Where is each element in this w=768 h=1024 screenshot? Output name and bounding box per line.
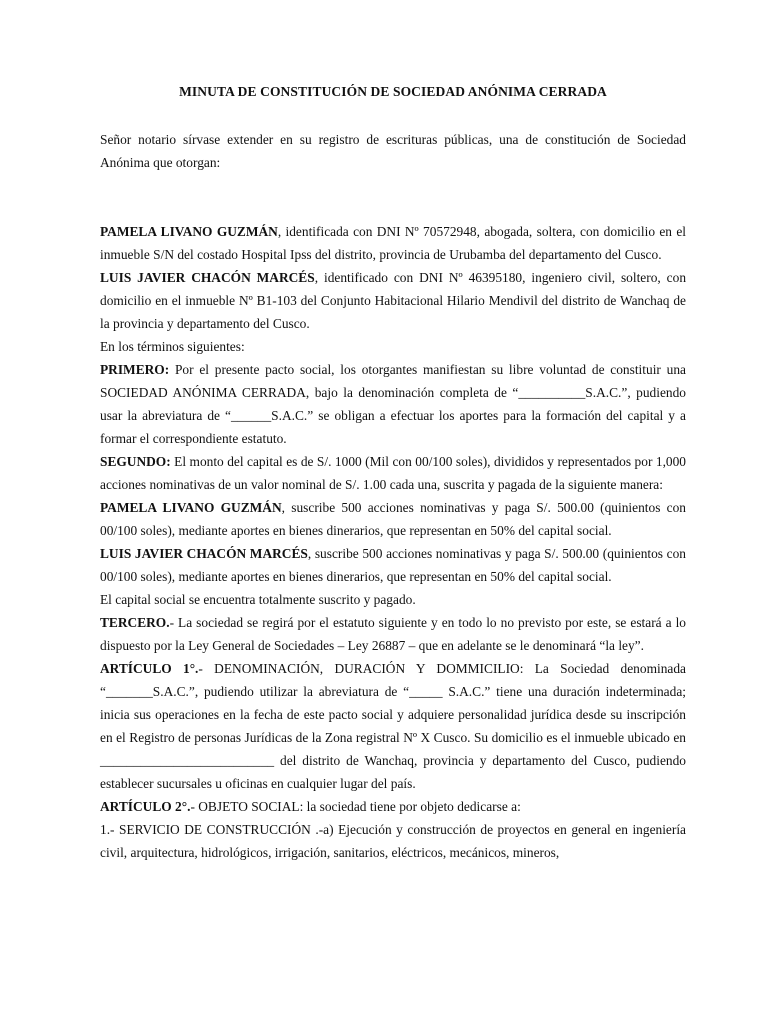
clause-segundo [100, 450, 686, 496]
article-2-text: - OBJETO SOCIAL: la sociedad tiene por objeto dedicarse a: [190, 799, 521, 814]
terms-intro: En los términos siguientes: [100, 339, 245, 354]
party-2-name: LUIS JAVIER CHACÓN MARCÉS [100, 270, 315, 285]
party-1-paragraph [100, 220, 686, 266]
article-2-heading: ARTÍCULO 2°. [100, 799, 191, 814]
subscription-1 [100, 496, 686, 542]
subscription-1-name: PAMELA LIVANO GUZMÁN [100, 500, 282, 515]
party-2-paragraph [100, 266, 686, 335]
clause-segundo-text: El monto del capital es de S/. 1000 (Mil con 00/100 soles), divididos y representados por 1,000 acciones nominativas de un valor nominal de S/. 1.00 cada una, suscrita y pagada de la siguiente manera: [100, 454, 686, 492]
subscription-1-text: , suscribe 500 acciones nominativas y paga S/. 500.00 (quinientos con 00/100 soles), mediante aportes en bienes dinerarios, que representan en 50% del capital social. [100, 500, 686, 538]
article-1-heading: ARTÍCULO 1°. [100, 661, 199, 676]
party-2-details: , identificado con DNI Nº 46395180, ingeniero civil, soltero, con domicilio en el inmueble Nº B1-103 del Conjunto Habitacional Hilario Mendivil del distrito de Wanchaq de la provincia y departamento del Cusco. [100, 270, 687, 331]
service-item-1: 1.- SERVICIO DE CONSTRUCCIÓN .-a) Ejecución y construcción de proyectos en general en ingeniería civil, arquitectura, hidrológicos, irrigación, sanitarios, eléctricos, mecánicos, mineros, [100, 822, 686, 860]
party-1-name: PAMELA LIVANO GUZMÁN [100, 224, 278, 239]
clause-tercero-heading: TERCERO. [100, 615, 170, 630]
clause-tercero [100, 611, 686, 657]
document-title: MINUTA DE CONSTITUCIÓN DE SOCIEDAD ANÓNIMA CERRADA [179, 84, 607, 99]
clause-tercero-text: - La sociedad se regirá por el estatuto siguiente y en todo lo no previsto por este, se estará a lo dispuesto por la Ley General de Sociedades – Ley 26887 – que en adelante se le denominará “la ley”. [100, 615, 686, 653]
party-1-details: , identificada con DNI Nº 70572948, abogada, soltera, con domicilio en el inmueble S/N del costado Hospital Ipss del distrito, provincia de Urubamba del departamento del Cusco. [100, 224, 687, 262]
article-2 [100, 795, 686, 818]
capital-statement: El capital social se encuentra totalmente suscrito y pagado. [100, 592, 416, 607]
subscription-2 [100, 542, 686, 588]
subscription-2-name: LUIS JAVIER CHACÓN MARCÉS [100, 546, 308, 561]
document-body [100, 128, 686, 864]
clause-primero-heading: PRIMERO: [100, 362, 170, 377]
clause-primero [100, 358, 686, 450]
intro-paragraph: Señor notario sírvase extender en su registro de escrituras públicas, una de constitución de Sociedad Anónima que otorgan: [100, 132, 686, 170]
article-1-text: - DENOMINACIÓN, DURACIÓN Y DOMMICILIO: La Sociedad denominada “_______S.A.C.”, pudiendo utilizar la abreviatura de “_____ S.A.C.” tiene una duración indeterminada; inicia sus operaciones en la fecha de este pacto social y adquiere personalidad jurídica desde su inscripción en el Registro de personas Jurídicas de la Zona registral Nº X Cusco. Su domicilio es el inmueble ubicado en __________________________ del distrito de Wanchaq, provincia y departamento del Cusco, pudiendo establecer sucursales u oficinas en cualquier lugar del país. [100, 661, 686, 791]
clause-primero-text: Por el presente pacto social, los otorgantes manifiestan su libre voluntad de constituir una SOCIEDAD ANÓNIMA CERRADA, bajo la denominación completa de “__________S.A.C.”, pudiendo usar la abreviatura de “______S.A.C.” se obligan a efectuar los aportes para la formación del capital y a formar el correspondiente estatuto. [100, 362, 686, 446]
article-1 [100, 657, 686, 795]
subscription-2-text: , suscribe 500 acciones nominativas y paga S/. 500.00 (quinientos con 00/100 soles), mediante aportes en bienes dinerarios, que representan en 50% del capital social. [100, 546, 686, 584]
clause-segundo-heading: SEGUNDO: [100, 454, 171, 469]
